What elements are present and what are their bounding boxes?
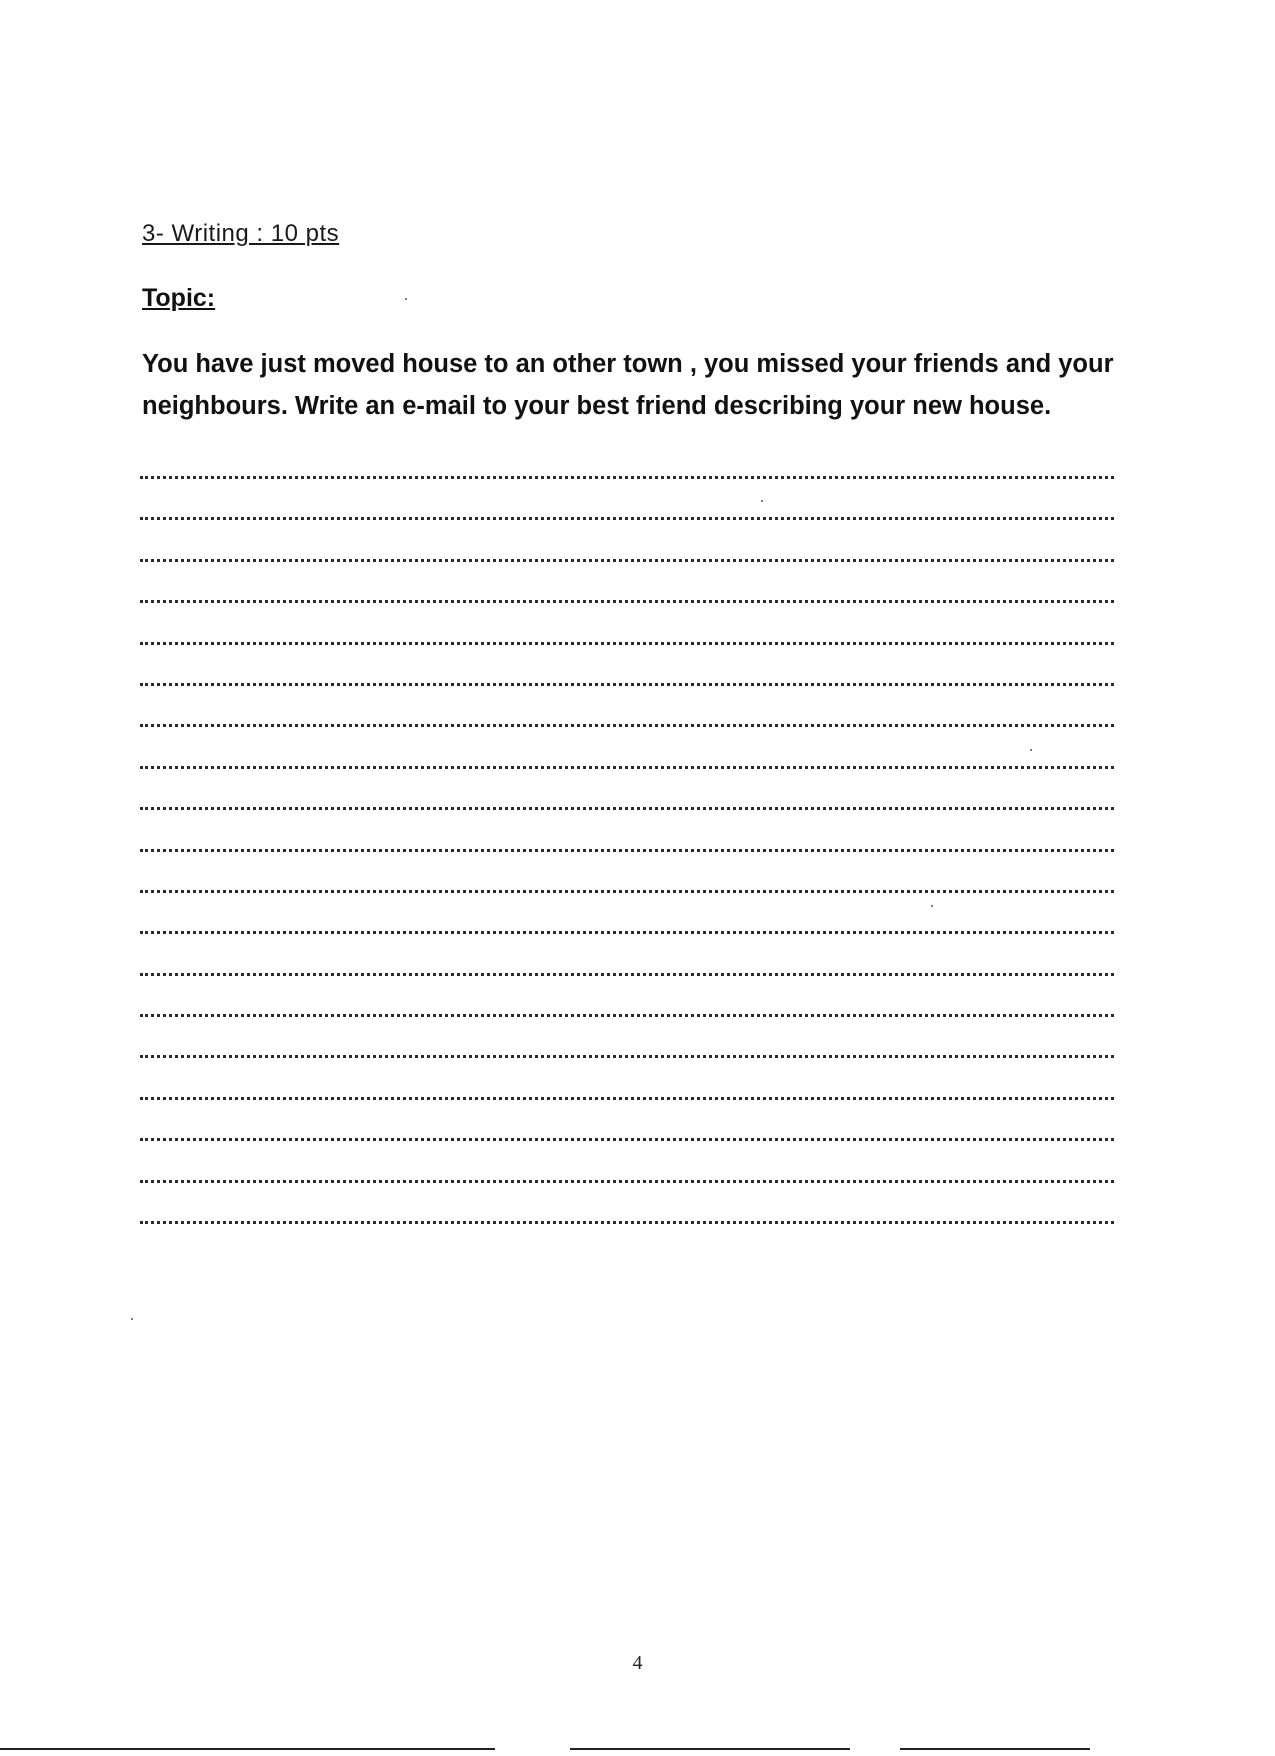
answer-line[interactable] <box>140 1087 1114 1128</box>
scan-speck <box>405 298 407 300</box>
answer-line[interactable] <box>140 632 1114 673</box>
answer-line[interactable] <box>140 756 1114 797</box>
answer-line[interactable] <box>140 714 1114 755</box>
answer-line[interactable] <box>140 673 1114 714</box>
answer-line[interactable] <box>140 1045 1114 1086</box>
section-heading: 3- Writing : 10 pts <box>142 220 340 247</box>
page-number: 4 <box>632 1652 643 1674</box>
topic-label: Topic: <box>142 284 216 312</box>
scan-speck <box>1030 749 1032 751</box>
answer-line[interactable] <box>140 963 1114 1004</box>
answer-line[interactable] <box>140 1004 1114 1045</box>
scan-speck <box>761 500 763 502</box>
answer-area[interactable] <box>140 466 1114 1252</box>
writing-prompt <box>142 343 1142 427</box>
answer-line[interactable] <box>140 466 1114 507</box>
answer-line[interactable] <box>140 921 1114 962</box>
answer-line[interactable] <box>140 549 1114 590</box>
answer-line[interactable] <box>140 507 1114 548</box>
scan-speck <box>131 1318 133 1320</box>
scan-speck <box>931 905 933 907</box>
answer-line[interactable] <box>140 1128 1114 1169</box>
answer-line[interactable] <box>140 839 1114 880</box>
footer-rule-right <box>900 1748 1090 1750</box>
answer-line[interactable] <box>140 1211 1114 1252</box>
answer-line[interactable] <box>140 880 1114 921</box>
prompt-line-1: You have just moved house to an other town , you missed your friends and your <box>142 350 1114 378</box>
prompt-line-2: neighbours. Write an e-mail to your best friend describing your new house. <box>142 392 1052 420</box>
answer-line[interactable] <box>140 797 1114 838</box>
answer-line[interactable] <box>140 590 1114 631</box>
footer-rule-left <box>0 1748 495 1750</box>
answer-line[interactable] <box>140 1170 1114 1211</box>
footer-rule-middle <box>570 1748 850 1750</box>
